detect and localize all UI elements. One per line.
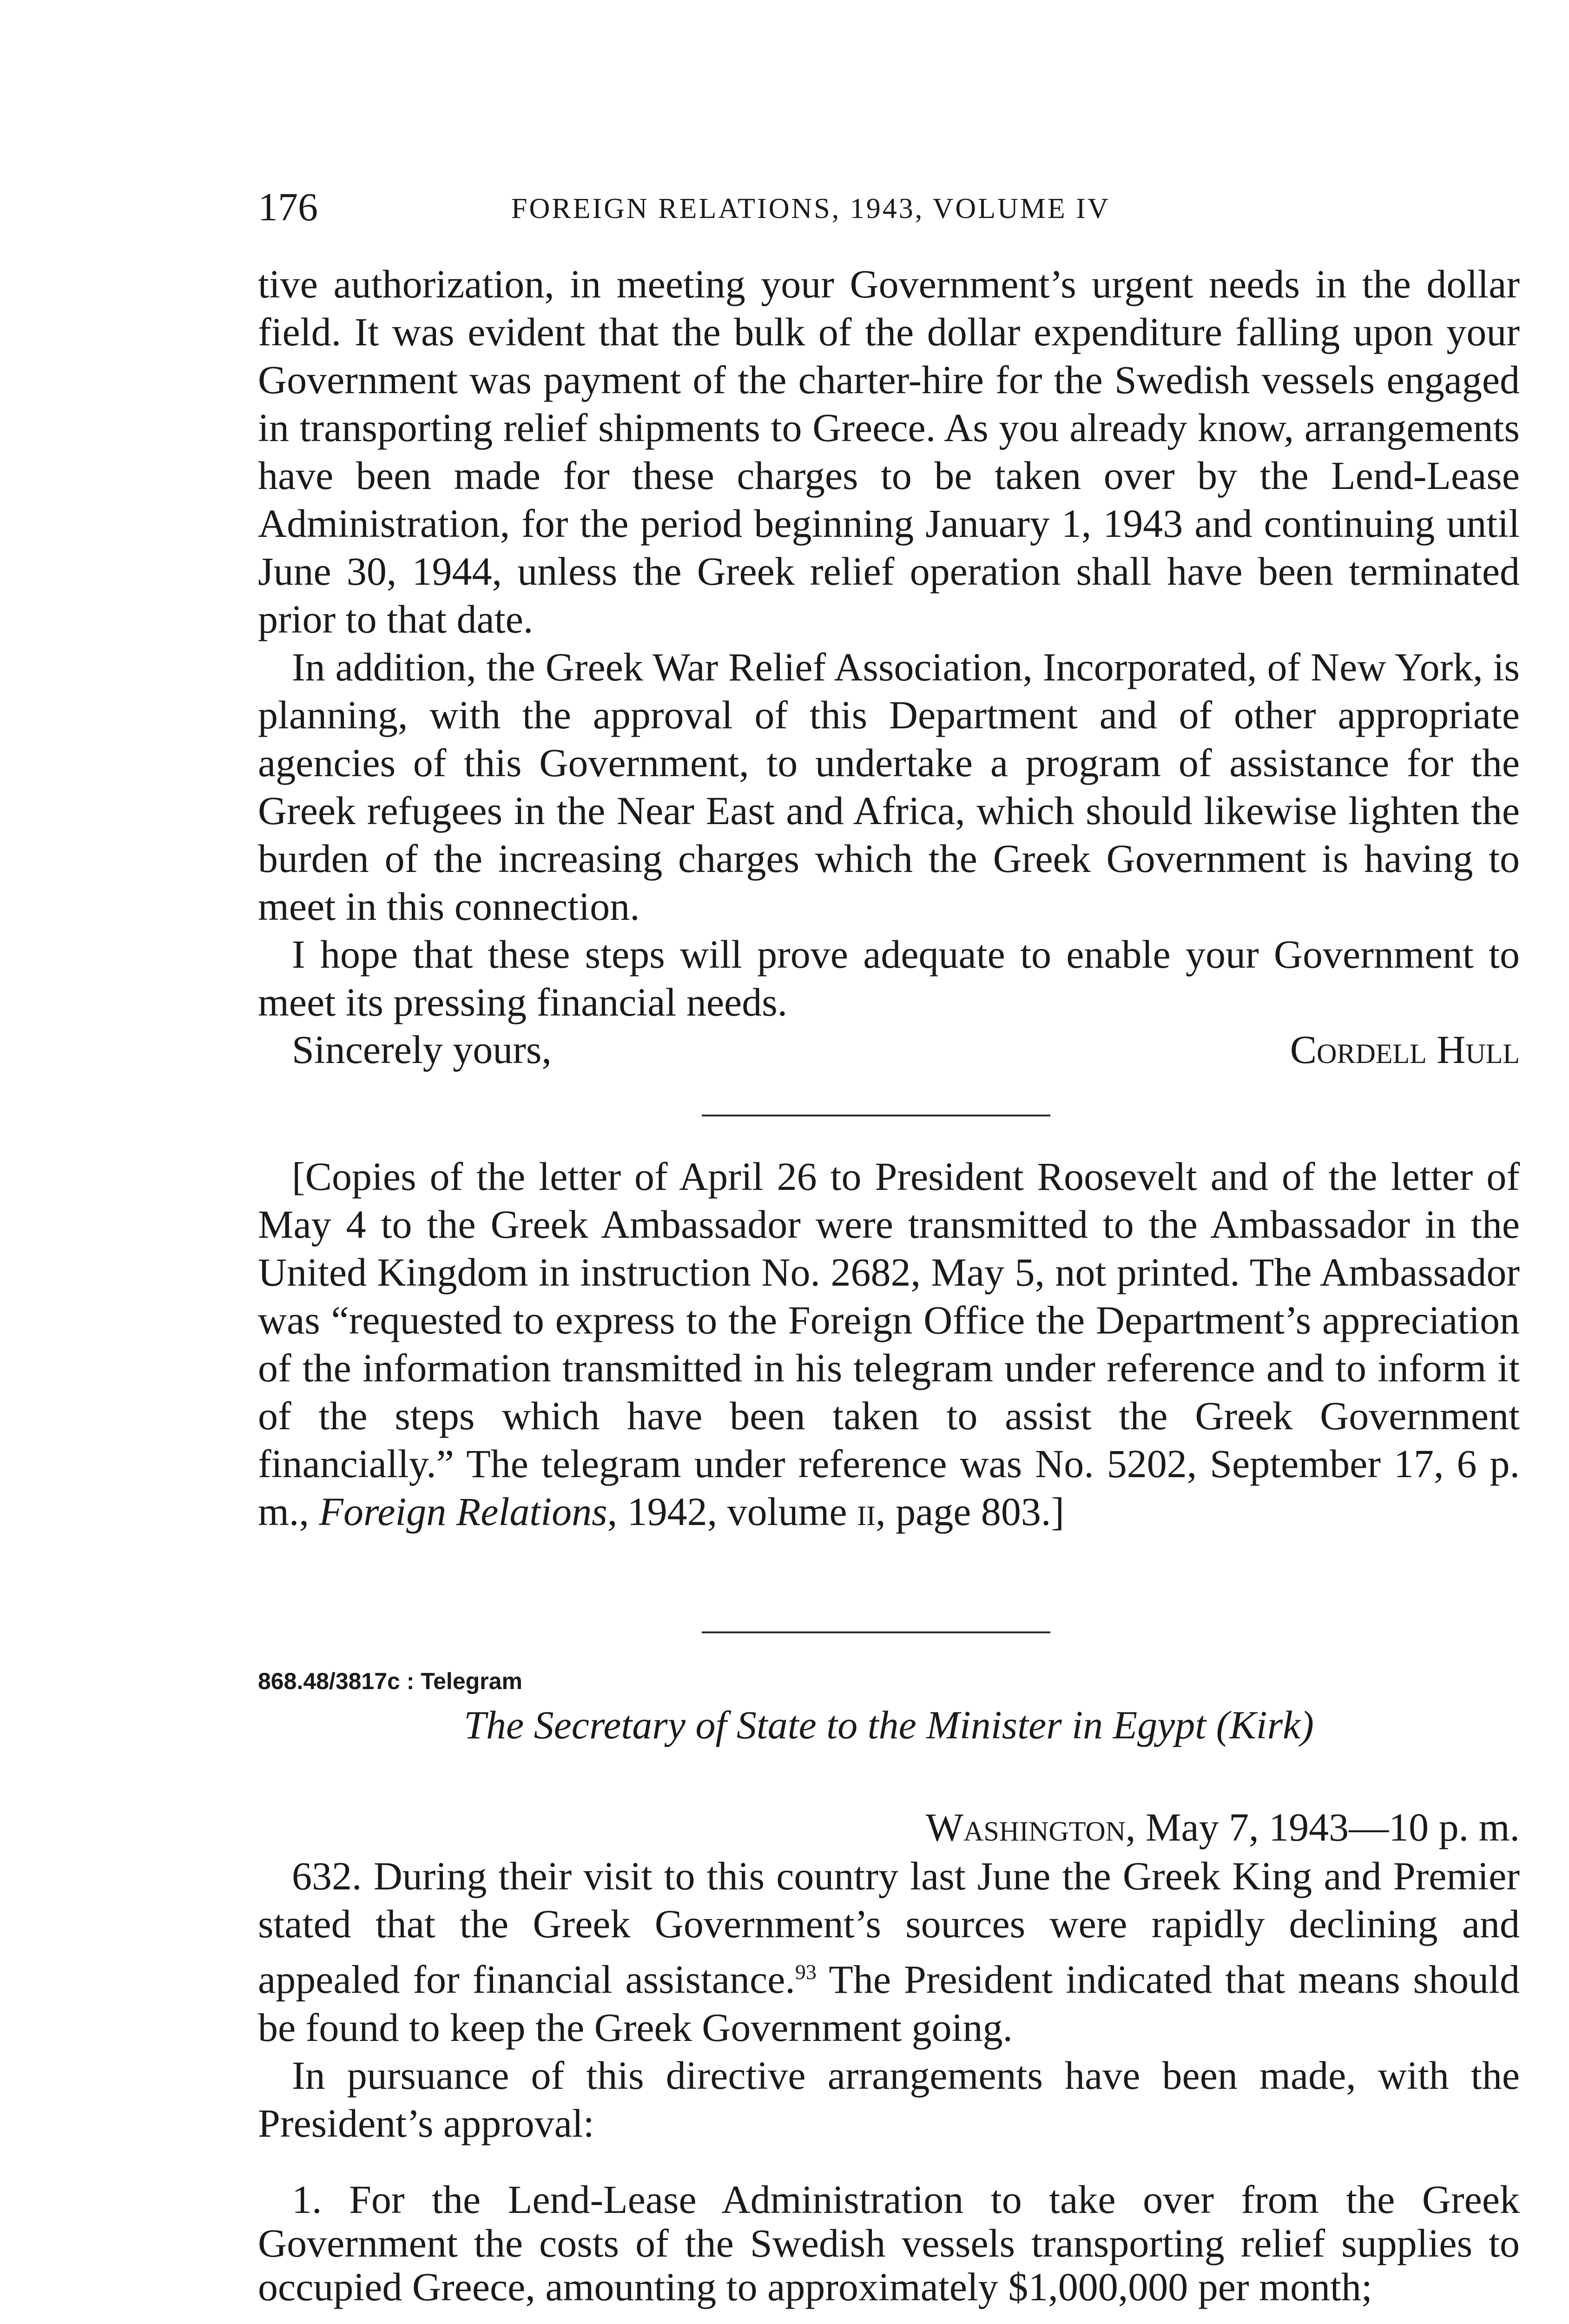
section-divider-2 bbox=[702, 1631, 1050, 1633]
dateline-place: Washington bbox=[925, 1805, 1126, 1849]
telegram-paragraph-1a: 632. During their visit to this country last June the Greek King and Premier stated that the Greek Government’s sources were rapidly declining and appealed for financial assistance. bbox=[258, 1854, 1520, 2002]
signature: Cordell Hull bbox=[1290, 1027, 1520, 1072]
page-header bbox=[258, 184, 1520, 230]
editorial-note bbox=[258, 1153, 1520, 1536]
dateline-date: , May 7, 1943—10 p. m. bbox=[1125, 1805, 1520, 1849]
document-title-name: Kirk bbox=[1229, 1703, 1301, 1747]
letter-paragraph-1: tive authorization, in meeting your Government’s urgent needs in the dollar field. It was evident that the bulk of the dollar expenditure falling upon your Government was payment of the charter-hire for the Swedish vessels engaged in transporting relief shipments to Greece. As you already know, arrangements have been made for these charges to be taken over by the Lend-Lease Administration, for the period beginning January 1, 1943 and continuing until June 30, 1944, unless the Greek relief operation shall have been terminated prior to that date. bbox=[258, 262, 1520, 641]
footnote-reference: 93 bbox=[795, 1960, 817, 1984]
telegram-paragraph-2: In pursuance of this directive arrangements have been made, with the President’s approval: bbox=[258, 2053, 1520, 2146]
document-title-main: The Secretary of State to the Minister in Egypt bbox=[464, 1703, 1206, 1747]
editorial-note-tail: , page 803.] bbox=[876, 1489, 1065, 1534]
telegram-paragraph-1b: The President indicated that means should be found to keep the Greek Government going. bbox=[258, 1957, 1520, 2050]
editorial-note-italic: Foreign Relations bbox=[319, 1489, 607, 1534]
letter-closing bbox=[292, 1026, 1520, 1074]
document-title: The Secretary of State to the Minister in Egypt (Kirk) bbox=[464, 1703, 1314, 1747]
letter-paragraph-2: In addition, the Greek War Relief Association, Incorporated, of New York, is planning, with the approval of this Department and of other appropriate agencies of this Government, to undertake a program of assistance for the Greek refugees in the Near East and Africa, which should likewise lighten the burden of the increasing charges which the Greek Government is having to meet in this connection. bbox=[258, 645, 1520, 929]
list-item bbox=[258, 2178, 1520, 2309]
editorial-note-main: [Copies of the letter of April 26 to President Roosevelt and of the letter of May 4 to the Greek Ambassador were transmitted to the Ambassador in the United Kingdom in instruction No. 2682, May 5, not printed. The Ambassador was “requested to express to the Foreign Office the Department’s appreciation of the information transmitted in his telegram under reference and to inform it of the steps which have been taken to assist the Greek Government financially.” The telegram under reference was No. 5202, September 17, 6 p. m., bbox=[258, 1154, 1520, 1534]
dateline bbox=[926, 1803, 1520, 1851]
file-reference: 868.48/3817c : Telegram bbox=[258, 1668, 522, 1694]
telegram-paragraph-1 bbox=[258, 1852, 1520, 2052]
letter-body bbox=[258, 260, 1520, 1026]
section-divider-1 bbox=[702, 1115, 1050, 1116]
list-item-1: 1. For the Lend-Lease Administration to take over from the Greek Government the costs of the Swedish vessels transporting relief supplies to occupied Greece, amounting to approximately $1,000,000 per month; bbox=[258, 2177, 1520, 2309]
telegram-body bbox=[258, 1852, 1520, 2147]
editorial-note-volume: ii bbox=[857, 1489, 876, 1534]
page-number: 176 bbox=[258, 185, 318, 229]
running-head: FOREIGN RELATIONS, 1943, VOLUME IV bbox=[511, 193, 1110, 224]
letter-paragraph-3: I hope that these steps will prove adequate to enable your Government to meet its pressing financial needs. bbox=[258, 932, 1520, 1024]
editorial-note-end: , 1942, volume bbox=[607, 1489, 857, 1534]
complimentary-close: Sincerely yours, bbox=[292, 1027, 552, 1072]
